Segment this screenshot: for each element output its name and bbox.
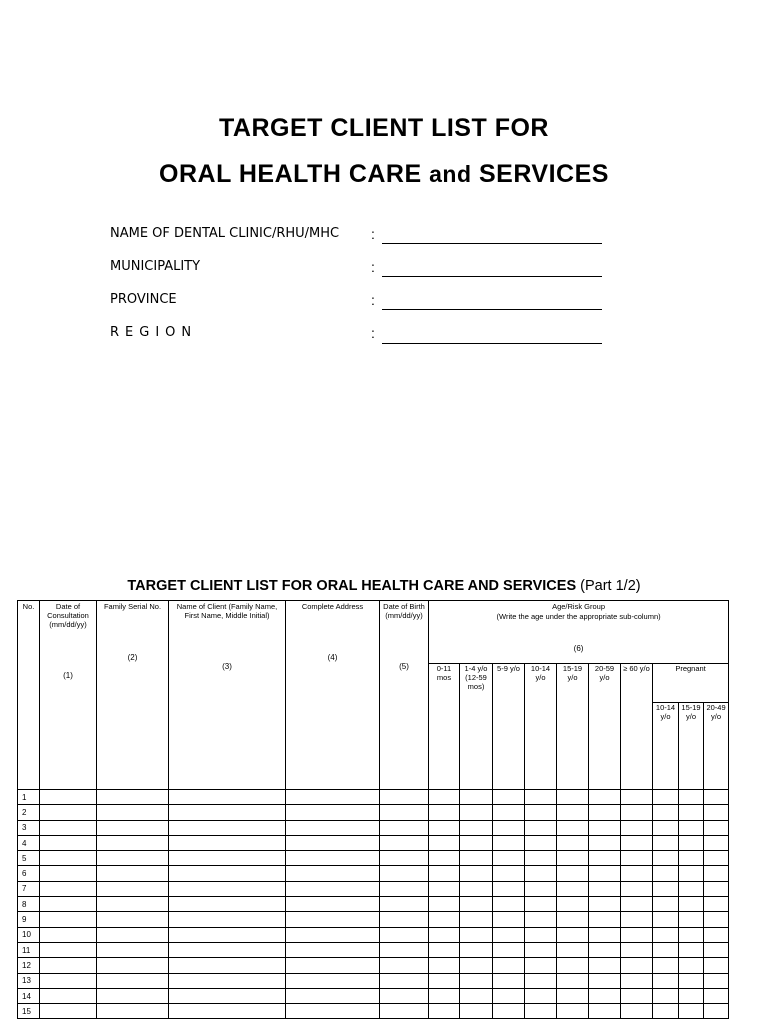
- table-cell[interactable]: [169, 988, 286, 1003]
- table-cell[interactable]: [380, 820, 429, 835]
- table-cell[interactable]: [589, 958, 621, 973]
- header-age-0-11: 0-11 mos: [429, 664, 460, 790]
- table-cell[interactable]: [460, 988, 493, 1003]
- table-row: [18, 927, 729, 942]
- row-number: 6: [18, 866, 40, 881]
- row-number: 9: [18, 912, 40, 927]
- table-cell[interactable]: [704, 805, 729, 820]
- table-cell[interactable]: [493, 881, 525, 896]
- table-cell[interactable]: [557, 927, 589, 942]
- table-cell[interactable]: [621, 942, 653, 957]
- header-pregnant-10-14: 10-14 y/o: [653, 703, 679, 790]
- table-cell[interactable]: [380, 866, 429, 881]
- table-cell[interactable]: [621, 912, 653, 927]
- table-cell[interactable]: [525, 1004, 557, 1019]
- table-cell[interactable]: [525, 805, 557, 820]
- table-cell[interactable]: [169, 973, 286, 988]
- table-cell[interactable]: [169, 897, 286, 912]
- table-cell[interactable]: [460, 973, 493, 988]
- table-cell[interactable]: [286, 866, 380, 881]
- table-cell[interactable]: [460, 820, 493, 835]
- table-cell[interactable]: [40, 958, 97, 973]
- table-cell[interactable]: [460, 1004, 493, 1019]
- table-cell[interactable]: [97, 988, 169, 1003]
- row-number: 14: [18, 988, 40, 1003]
- table-cell[interactable]: [589, 1004, 621, 1019]
- table-cell[interactable]: [679, 958, 704, 973]
- row-number: 15: [18, 1004, 40, 1019]
- table-cell[interactable]: [704, 973, 729, 988]
- table-cell[interactable]: [621, 866, 653, 881]
- table-cell[interactable]: [429, 897, 460, 912]
- table-cell[interactable]: [704, 912, 729, 927]
- table-cell[interactable]: [429, 851, 460, 866]
- row-number: 1: [18, 790, 40, 805]
- table-cell[interactable]: [679, 866, 704, 881]
- table-cell[interactable]: [679, 942, 704, 957]
- table-cell[interactable]: [97, 866, 169, 881]
- table-cell[interactable]: [557, 790, 589, 805]
- table-cell[interactable]: [557, 820, 589, 835]
- table-cell[interactable]: [380, 958, 429, 973]
- header-row-1: [18, 601, 729, 664]
- table-cell[interactable]: [40, 1004, 97, 1019]
- table-cell[interactable]: [679, 912, 704, 927]
- row-number: 8: [18, 897, 40, 912]
- table-cell[interactable]: [493, 866, 525, 881]
- table-cell[interactable]: [40, 912, 97, 927]
- table-cell[interactable]: [621, 820, 653, 835]
- table-cell[interactable]: [97, 897, 169, 912]
- table-cell[interactable]: [679, 897, 704, 912]
- table-cell[interactable]: [286, 973, 380, 988]
- table-cell[interactable]: [429, 912, 460, 927]
- table-cell[interactable]: [169, 881, 286, 896]
- header-pregnant: Pregnant: [653, 664, 729, 703]
- table-cell[interactable]: [653, 1004, 679, 1019]
- table-cell[interactable]: [493, 1004, 525, 1019]
- row-number: 3: [18, 820, 40, 835]
- header-pregnant-15-19: 15-19 y/o: [679, 703, 704, 790]
- table-cell[interactable]: [40, 851, 97, 866]
- title-line2-and: and: [429, 161, 472, 187]
- table-cell[interactable]: [460, 881, 493, 896]
- table-cell[interactable]: [621, 851, 653, 866]
- table-cell[interactable]: [704, 820, 729, 835]
- dental-clinic-label: NAME OF DENTAL CLINIC/RHU/MHC: [110, 226, 340, 241]
- table-cell[interactable]: [286, 988, 380, 1003]
- header-age-group: Age/Risk Group (Write the age under the appropriate sub-column) (6): [429, 601, 729, 664]
- table-cell[interactable]: [380, 927, 429, 942]
- table-cell[interactable]: [380, 973, 429, 988]
- table-cell[interactable]: [589, 881, 621, 896]
- table-cell[interactable]: [704, 927, 729, 942]
- table-cell[interactable]: [679, 973, 704, 988]
- table-cell[interactable]: [621, 927, 653, 942]
- table-cell[interactable]: [460, 958, 493, 973]
- table-cell[interactable]: [557, 1004, 589, 1019]
- table-cell[interactable]: [493, 897, 525, 912]
- table-cell[interactable]: [679, 805, 704, 820]
- table-cell[interactable]: [589, 835, 621, 850]
- table-cell[interactable]: [169, 790, 286, 805]
- table-cell[interactable]: [429, 927, 460, 942]
- table-cell[interactable]: [653, 973, 679, 988]
- table-cell[interactable]: [460, 835, 493, 850]
- table-cell[interactable]: [286, 805, 380, 820]
- row-number: 7: [18, 881, 40, 896]
- province-field[interactable]: [382, 309, 602, 310]
- dental-clinic-field[interactable]: [382, 243, 602, 244]
- table-cell[interactable]: [525, 820, 557, 835]
- table-cell[interactable]: [679, 851, 704, 866]
- table-cell[interactable]: [493, 942, 525, 957]
- table-cell[interactable]: [525, 835, 557, 850]
- table-cell[interactable]: [40, 927, 97, 942]
- table-cell[interactable]: [460, 805, 493, 820]
- table-cell[interactable]: [97, 805, 169, 820]
- row-number: 13: [18, 973, 40, 988]
- table-cell[interactable]: [380, 988, 429, 1003]
- table-cell[interactable]: [704, 866, 729, 881]
- table-row: [18, 1004, 729, 1019]
- table-cell[interactable]: [40, 897, 97, 912]
- table-caption-title: TARGET CLIENT LIST FOR ORAL HEALTH CARE AND SERVICES: [127, 578, 577, 594]
- table-cell[interactable]: [589, 790, 621, 805]
- table-cell[interactable]: [380, 881, 429, 896]
- table-cell[interactable]: [653, 912, 679, 927]
- table-cell[interactable]: [380, 790, 429, 805]
- table-cell[interactable]: [679, 835, 704, 850]
- table-cell[interactable]: [621, 805, 653, 820]
- table-cell[interactable]: [525, 988, 557, 1003]
- table-cell[interactable]: [653, 958, 679, 973]
- table-cell[interactable]: [169, 820, 286, 835]
- table-row: [18, 851, 729, 866]
- table-cell[interactable]: [589, 973, 621, 988]
- title-line2-main: ORAL HEALTH CARE: [159, 160, 422, 188]
- table-cell[interactable]: [557, 866, 589, 881]
- header-age-5-9: 5-9 y/o: [493, 664, 525, 790]
- table-cell[interactable]: [557, 881, 589, 896]
- table-cell[interactable]: [286, 927, 380, 942]
- table-row: [18, 912, 729, 927]
- table-cell[interactable]: [429, 805, 460, 820]
- table-cell[interactable]: [525, 912, 557, 927]
- table-cell[interactable]: [169, 958, 286, 973]
- table-cell[interactable]: [286, 912, 380, 927]
- row-number: 5: [18, 851, 40, 866]
- table-cell[interactable]: [525, 973, 557, 988]
- table-cell[interactable]: [40, 942, 97, 957]
- table-cell[interactable]: [460, 927, 493, 942]
- table-cell[interactable]: [679, 790, 704, 805]
- table-cell[interactable]: [97, 958, 169, 973]
- table-cell[interactable]: [679, 988, 704, 1003]
- form-title-line1: TARGET CLIENT LIST FOR: [219, 114, 549, 142]
- table-cell[interactable]: [40, 988, 97, 1003]
- table-cell[interactable]: [493, 820, 525, 835]
- table-cell[interactable]: [380, 835, 429, 850]
- table-cell[interactable]: [525, 866, 557, 881]
- table-row: [18, 881, 729, 896]
- table-cell[interactable]: [429, 835, 460, 850]
- table-cell[interactable]: [557, 897, 589, 912]
- table-cell[interactable]: [525, 790, 557, 805]
- province-colon: :: [371, 292, 375, 308]
- table-cell[interactable]: [40, 835, 97, 850]
- table-cell[interactable]: [380, 912, 429, 927]
- table-cell[interactable]: [493, 851, 525, 866]
- table-cell[interactable]: [169, 805, 286, 820]
- table-cell[interactable]: [653, 942, 679, 957]
- table-cell[interactable]: [621, 790, 653, 805]
- table-cell[interactable]: [493, 805, 525, 820]
- table-cell[interactable]: [589, 851, 621, 866]
- table-cell[interactable]: [493, 835, 525, 850]
- table-cell[interactable]: [429, 973, 460, 988]
- table-cell[interactable]: [493, 912, 525, 927]
- table-caption-part: (Part 1/2): [580, 578, 641, 594]
- table-cell[interactable]: [589, 942, 621, 957]
- header-address: Complete Address (4): [286, 601, 380, 790]
- table-cell[interactable]: [97, 1004, 169, 1019]
- table-row: [18, 805, 729, 820]
- table-cell[interactable]: [704, 835, 729, 850]
- table-cell[interactable]: [97, 942, 169, 957]
- table-cell[interactable]: [286, 851, 380, 866]
- table-cell[interactable]: [679, 820, 704, 835]
- table-cell[interactable]: [429, 1004, 460, 1019]
- table-cell[interactable]: [460, 912, 493, 927]
- table-cell[interactable]: [557, 973, 589, 988]
- table-cell[interactable]: [621, 881, 653, 896]
- table-cell[interactable]: [704, 897, 729, 912]
- table-cell[interactable]: [589, 805, 621, 820]
- header-client-name: Name of Client (Family Name, First Name, Middle Initial) (3): [169, 601, 286, 790]
- table-cell[interactable]: [460, 866, 493, 881]
- table-cell[interactable]: [493, 927, 525, 942]
- table-cell[interactable]: [621, 1004, 653, 1019]
- table-cell[interactable]: [679, 881, 704, 896]
- table-cell[interactable]: [286, 942, 380, 957]
- table-row: [18, 988, 729, 1003]
- table-cell[interactable]: [429, 942, 460, 957]
- table-cell[interactable]: [40, 820, 97, 835]
- table-cell[interactable]: [653, 790, 679, 805]
- table-cell[interactable]: [621, 988, 653, 1003]
- row-number: 12: [18, 958, 40, 973]
- table-cell[interactable]: [525, 851, 557, 866]
- table-cell[interactable]: [40, 866, 97, 881]
- table-cell[interactable]: [286, 1004, 380, 1019]
- table-cell[interactable]: [97, 881, 169, 896]
- table-cell[interactable]: [679, 927, 704, 942]
- table-cell[interactable]: [460, 942, 493, 957]
- table-cell[interactable]: [525, 927, 557, 942]
- table-cell[interactable]: [169, 1004, 286, 1019]
- region-field[interactable]: [382, 343, 602, 344]
- table-cell[interactable]: [589, 927, 621, 942]
- table-cell[interactable]: [169, 866, 286, 881]
- table-cell[interactable]: [704, 851, 729, 866]
- table-cell[interactable]: [493, 973, 525, 988]
- header-age-10-14: 10-14 y/o: [525, 664, 557, 790]
- table-cell[interactable]: [589, 912, 621, 927]
- table-cell[interactable]: [380, 805, 429, 820]
- row-number: 4: [18, 835, 40, 850]
- header-family-serial: Family Serial No. (2): [97, 601, 169, 790]
- table-cell[interactable]: [525, 897, 557, 912]
- table-cell[interactable]: [429, 881, 460, 896]
- table-cell[interactable]: [679, 1004, 704, 1019]
- region-colon: :: [371, 325, 375, 341]
- title-line2-end: SERVICES: [478, 160, 609, 188]
- province-label: PROVINCE: [110, 292, 177, 307]
- table-cell[interactable]: [380, 942, 429, 957]
- table-cell[interactable]: [380, 1004, 429, 1019]
- table-cell[interactable]: [169, 851, 286, 866]
- table-cell[interactable]: [286, 835, 380, 850]
- table-cell[interactable]: [704, 958, 729, 973]
- region-label: REGION: [110, 325, 198, 340]
- table-cell[interactable]: [40, 881, 97, 896]
- header-no: No.: [18, 601, 40, 790]
- table-cell[interactable]: [97, 835, 169, 850]
- header-age-15-19: 15-19 y/o: [557, 664, 589, 790]
- table-cell[interactable]: [557, 988, 589, 1003]
- table-cell[interactable]: [380, 851, 429, 866]
- table-cell[interactable]: [704, 790, 729, 805]
- table-row: [18, 790, 729, 805]
- table-cell[interactable]: [40, 805, 97, 820]
- table-cell[interactable]: [653, 988, 679, 1003]
- header-age-1-4: 1-4 y/o (12-59 mos): [460, 664, 493, 790]
- table-cell[interactable]: [169, 835, 286, 850]
- table-cell[interactable]: [589, 866, 621, 881]
- table-cell[interactable]: [40, 790, 97, 805]
- table-cell[interactable]: [653, 851, 679, 866]
- table-cell[interactable]: [557, 912, 589, 927]
- table-cell[interactable]: [493, 958, 525, 973]
- table-cell[interactable]: [429, 790, 460, 805]
- table-cell[interactable]: [286, 958, 380, 973]
- table-cell[interactable]: [704, 1004, 729, 1019]
- table-cell[interactable]: [380, 897, 429, 912]
- table-cell[interactable]: [589, 988, 621, 1003]
- table-cell[interactable]: [429, 820, 460, 835]
- table-cell[interactable]: [557, 958, 589, 973]
- header-date-consultation: Date of Consultation (mm/dd/yy) (1): [40, 601, 97, 790]
- table-cell[interactable]: [589, 820, 621, 835]
- table-row: [18, 973, 729, 988]
- table-cell[interactable]: [589, 897, 621, 912]
- table-cell[interactable]: [653, 897, 679, 912]
- table-cell[interactable]: [40, 973, 97, 988]
- table-cell[interactable]: [429, 866, 460, 881]
- table-cell[interactable]: [557, 942, 589, 957]
- table-row: [18, 820, 729, 835]
- table-caption: [0, 578, 768, 594]
- table-row: [18, 942, 729, 957]
- header-age-60-plus: ≥ 60 y/o: [621, 664, 653, 790]
- table-cell[interactable]: [653, 835, 679, 850]
- row-number: 10: [18, 927, 40, 942]
- table-cell[interactable]: [621, 973, 653, 988]
- municipality-field[interactable]: [382, 276, 602, 277]
- table-cell[interactable]: [460, 790, 493, 805]
- table-cell[interactable]: [525, 942, 557, 957]
- table-cell[interactable]: [557, 835, 589, 850]
- table-cell[interactable]: [557, 851, 589, 866]
- dental-clinic-colon: :: [371, 226, 375, 242]
- table-cell[interactable]: [704, 988, 729, 1003]
- municipality-colon: :: [371, 259, 375, 275]
- table-cell[interactable]: [97, 820, 169, 835]
- table-cell[interactable]: [286, 897, 380, 912]
- table-cell[interactable]: [429, 958, 460, 973]
- table-cell[interactable]: [621, 835, 653, 850]
- table-cell[interactable]: [286, 820, 380, 835]
- table-cell[interactable]: [621, 897, 653, 912]
- table-cell[interactable]: [460, 851, 493, 866]
- row-number: 2: [18, 805, 40, 820]
- table-cell[interactable]: [621, 958, 653, 973]
- table-row: [18, 897, 729, 912]
- table-cell[interactable]: [169, 927, 286, 942]
- table-cell[interactable]: [286, 881, 380, 896]
- header-pregnant-20-49: 20-49 y/o: [704, 703, 729, 790]
- table-cell[interactable]: [97, 790, 169, 805]
- header-date-birth: Date of Birth (mm/dd/yy) (5): [380, 601, 429, 790]
- table-cell[interactable]: [557, 805, 589, 820]
- table-cell[interactable]: [97, 927, 169, 942]
- table-cell[interactable]: [286, 790, 380, 805]
- row-number: 11: [18, 942, 40, 957]
- table-cell[interactable]: [429, 988, 460, 1003]
- table-cell[interactable]: [460, 897, 493, 912]
- table-cell[interactable]: [97, 851, 169, 866]
- client-list-table: [17, 600, 729, 1019]
- table-cell[interactable]: [493, 988, 525, 1003]
- table-cell[interactable]: [653, 881, 679, 896]
- header-age-20-59: 20-59 y/o: [589, 664, 621, 790]
- table-row: [18, 958, 729, 973]
- table-cell[interactable]: [653, 866, 679, 881]
- table-cell[interactable]: [704, 881, 729, 896]
- table-cell[interactable]: [653, 805, 679, 820]
- table-cell[interactable]: [169, 912, 286, 927]
- table-cell[interactable]: [525, 881, 557, 896]
- table-cell[interactable]: [525, 958, 557, 973]
- table-cell[interactable]: [704, 942, 729, 957]
- table-row: [18, 835, 729, 850]
- table-row: [18, 866, 729, 881]
- table-cell[interactable]: [493, 790, 525, 805]
- table-cell[interactable]: [653, 820, 679, 835]
- table-cell[interactable]: [169, 942, 286, 957]
- form-title-line2: [0, 160, 768, 189]
- table-cell[interactable]: [653, 927, 679, 942]
- table-cell[interactable]: [97, 912, 169, 927]
- municipality-label: MUNICIPALITY: [110, 259, 201, 274]
- table-cell[interactable]: [97, 973, 169, 988]
